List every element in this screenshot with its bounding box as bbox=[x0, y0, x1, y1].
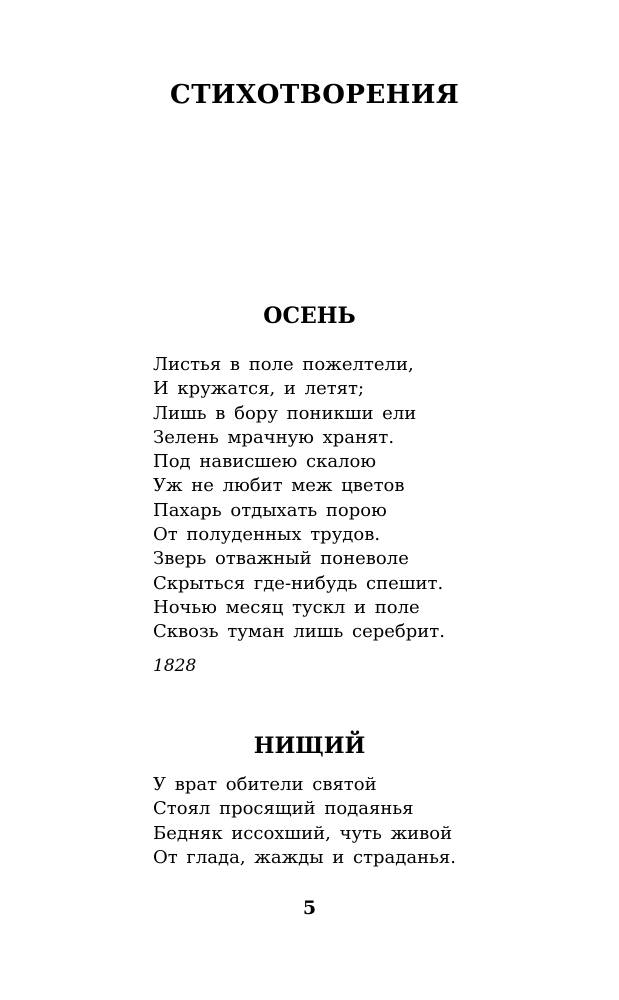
poem-line: Листья в поле пожелтели, bbox=[153, 354, 414, 375]
poem-line: Пахарь отдыхать порою bbox=[153, 499, 387, 521]
poem-date: 1828 bbox=[153, 656, 197, 676]
poem-line: Лишь в бору поникши ели bbox=[153, 402, 417, 424]
poem-line: Сквозь туман лишь серебрит. bbox=[153, 621, 445, 643]
page-number: 5 bbox=[302, 897, 317, 919]
poem-title-nishchiy: НИЩИЙ bbox=[253, 733, 366, 759]
poem-body-nishchiy bbox=[153, 773, 456, 870]
poem-line: Зверь отважный поневоле bbox=[153, 548, 409, 570]
poem-line: И кружатся, и летят; bbox=[153, 378, 365, 400]
poem-line: Зелень мрачную хранят. bbox=[153, 426, 395, 448]
poem-line: У врат обители святой bbox=[153, 774, 377, 795]
poem-line: Ночью месяц тускл и поле bbox=[153, 596, 420, 618]
poem-body-osen bbox=[153, 353, 445, 645]
poem-title-osen: ОСЕНЬ bbox=[263, 303, 356, 329]
poem-line: Бедняк иссохший, чуть живой bbox=[153, 822, 453, 844]
poem-line: От глада, жажды и страданья. bbox=[153, 846, 456, 868]
book-title: СТИХОТВОРЕНИЯ bbox=[170, 80, 460, 110]
poem-line: Стоял просящий подаянья bbox=[153, 798, 414, 820]
poem-line: Уж не любит меж цветов bbox=[153, 475, 405, 497]
poem-line: Скрыться где-нибудь спешит. bbox=[153, 572, 444, 594]
poem-line: От полуденных трудов. bbox=[153, 524, 381, 546]
poem-line: Под нависшею скалою bbox=[153, 451, 377, 473]
